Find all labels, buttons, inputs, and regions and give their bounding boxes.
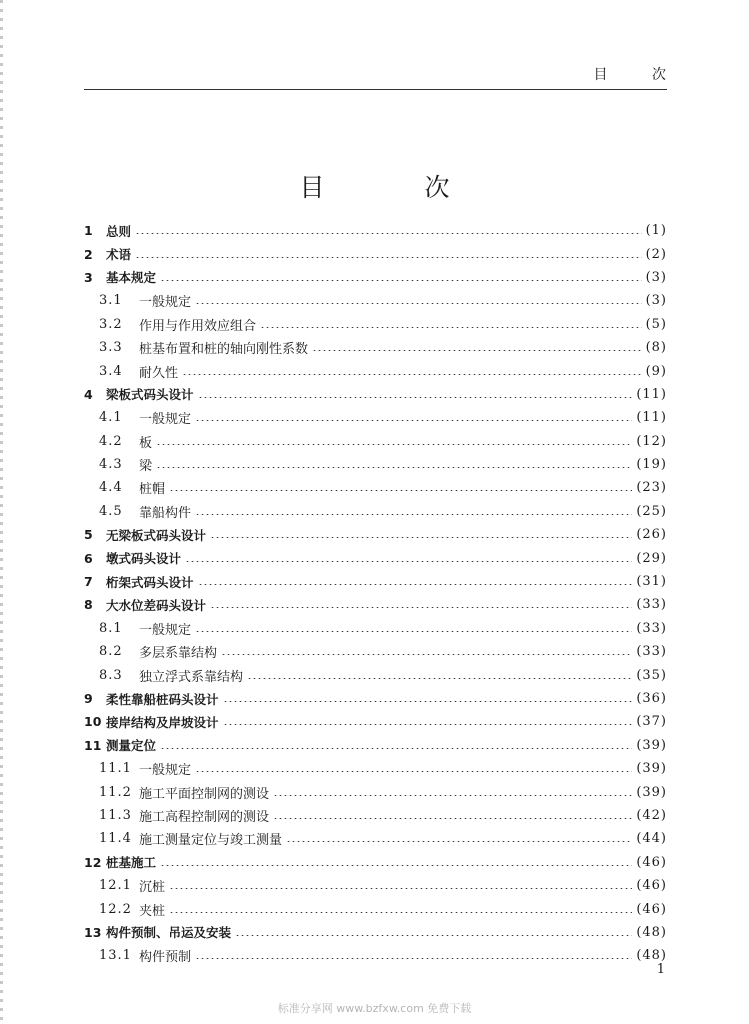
toc-entry-page: (23)	[636, 480, 667, 496]
toc-entry-title: 桩帽	[139, 482, 166, 498]
toc-entry-title: 桁架式码头设计	[106, 574, 194, 590]
toc-section-entry[interactable]	[84, 944, 667, 967]
toc-entry-title: 大水位差码头设计	[106, 597, 207, 613]
toc-entry-number: 8.2	[99, 644, 123, 660]
dot-leader	[223, 724, 633, 725]
toc-entry-title: 一般规定	[139, 622, 192, 638]
dot-leader	[182, 374, 642, 375]
toc-section-entry[interactable]	[84, 406, 667, 429]
dot-leader	[135, 233, 642, 234]
toc-entry-title: 柔性靠船桩码头设计	[106, 691, 219, 707]
toc-entry-title: 测量定位	[106, 738, 157, 754]
toc-entry-page: (25)	[636, 503, 667, 519]
toc-section-entry[interactable]	[84, 500, 667, 523]
dot-leader	[169, 490, 632, 491]
dot-leader	[169, 888, 632, 889]
toc-entry-page: (39)	[636, 761, 667, 777]
toc-entry-page: (39)	[636, 784, 667, 800]
toc-entry-page: (44)	[636, 831, 667, 847]
toc-chapter-entry[interactable]	[84, 383, 667, 406]
dot-leader	[195, 631, 632, 632]
dot-leader	[210, 537, 632, 538]
toc-entry-number: 11.3	[99, 807, 132, 823]
toc-section-entry[interactable]	[84, 430, 667, 453]
dot-leader	[260, 327, 642, 328]
toc-chapter-entry[interactable]	[84, 523, 667, 546]
toc-chapter-entry[interactable]	[84, 687, 667, 710]
toc-section-entry[interactable]	[84, 897, 667, 920]
toc-entry-page: (5)	[645, 316, 667, 332]
toc-entry-title: 墩式码头设计	[106, 551, 182, 567]
page-number: 1	[656, 962, 665, 977]
toc-entry-page: (31)	[636, 574, 667, 590]
toc-entry-number: 3.3	[99, 340, 123, 356]
dot-leader	[160, 865, 632, 866]
dot-leader	[312, 350, 642, 351]
toc-section-entry[interactable]	[84, 476, 667, 499]
toc-entry-number: 7	[84, 574, 93, 590]
dot-leader	[273, 818, 632, 819]
toc-section-entry[interactable]	[84, 313, 667, 336]
dot-leader	[195, 771, 632, 772]
toc-entry-title: 一般规定	[139, 295, 192, 311]
toc-entry-title: 板	[139, 435, 153, 451]
toc-entry-number: 11.1	[99, 761, 132, 777]
toc-entry-number: 13	[84, 924, 102, 940]
toc-entry-title: 接岸结构及岸坡设计	[106, 714, 219, 730]
toc-section-entry[interactable]	[84, 359, 667, 382]
toc-entry-number: 3.4	[99, 363, 123, 379]
toc-entry-number: 12	[84, 854, 102, 870]
toc-entry-number: 11	[84, 737, 102, 753]
toc-entry-number: 4.1	[99, 410, 123, 426]
toc-section-entry[interactable]	[84, 289, 667, 312]
dot-leader	[195, 514, 632, 515]
toc-entry-page: (33)	[636, 620, 667, 636]
scan-edge-marks	[0, 0, 3, 1024]
toc-entry-title: 构件预制	[139, 950, 192, 966]
toc-entry-number: 6	[84, 550, 93, 566]
dot-leader	[135, 257, 642, 258]
dot-leader	[156, 467, 632, 468]
dot-leader	[286, 841, 632, 842]
toc-section-entry[interactable]	[84, 640, 667, 663]
toc-entry-title: 总则	[106, 223, 132, 239]
toc-entry-number: 9	[84, 691, 93, 706]
toc-section-entry[interactable]	[84, 453, 667, 476]
toc-entry-page: (33)	[636, 597, 667, 613]
toc-entry-page: (2)	[645, 246, 667, 262]
toc-entry-number: 4.4	[99, 480, 123, 496]
toc-entry-title: 梁	[139, 459, 153, 475]
toc-entry-page: (39)	[636, 737, 667, 753]
toc-entry-title: 一般规定	[139, 412, 192, 428]
dot-leader	[198, 397, 633, 398]
toc-entry-title: 构件预制、吊运及安装	[106, 925, 232, 941]
toc-entry-title: 桩基施工	[106, 855, 157, 871]
toc-entry-number: 3	[84, 269, 93, 285]
toc-chapter-entry[interactable]	[84, 710, 667, 733]
toc-entry-title: 作用与作用效应组合	[139, 318, 257, 334]
dot-leader	[273, 795, 632, 796]
toc-section-entry[interactable]	[84, 827, 667, 850]
toc-entry-number: 12.1	[99, 878, 132, 894]
toc-entry-number: 8.3	[99, 667, 123, 683]
toc-section-entry[interactable]	[84, 663, 667, 686]
toc-chapter-entry[interactable]	[84, 851, 667, 874]
toc-entry-page: (12)	[636, 433, 667, 449]
dot-leader	[223, 701, 633, 702]
toc-entry-title: 独立浮式系靠结构	[139, 669, 244, 685]
toc-entry-number: 3.1	[99, 293, 123, 309]
dot-leader	[235, 935, 632, 936]
toc-entry-page: (46)	[636, 901, 667, 917]
toc-section-entry[interactable]	[84, 336, 667, 359]
toc-entry-number: 5	[84, 527, 93, 543]
toc-chapter-entry[interactable]	[84, 734, 667, 757]
toc-entry-title: 靠船构件	[139, 505, 192, 521]
dot-leader	[160, 280, 642, 281]
toc-chapter-entry[interactable]	[84, 921, 667, 944]
toc-entry-title: 夹桩	[139, 903, 166, 919]
toc-entry-number: 4	[84, 386, 93, 402]
dot-leader	[198, 584, 633, 585]
toc-section-entry[interactable]	[84, 757, 667, 780]
toc-entry-title: 术语	[106, 247, 132, 263]
toc-entry-number: 11.4	[99, 831, 132, 847]
toc-entry-number: 3.2	[99, 316, 123, 332]
toc-entry-page: (46)	[636, 878, 667, 894]
toc-entry-page: (37)	[636, 714, 667, 730]
dot-leader	[221, 654, 632, 655]
header-rule	[84, 89, 667, 90]
toc-entry-number: 4.5	[99, 503, 123, 519]
toc-entry-page: (48)	[636, 924, 667, 940]
toc-section-entry[interactable]	[84, 617, 667, 640]
toc-entry-title: 无梁板式码头设计	[106, 527, 207, 543]
toc-chapter-entry[interactable]	[84, 570, 667, 593]
toc-entry-page: (48)	[636, 948, 667, 964]
toc-entry-page: (8)	[645, 340, 667, 356]
toc-entry-title: 沉桩	[139, 880, 166, 896]
dot-leader	[160, 748, 632, 749]
watermark: 标准分享网 www.bzfxw.com 免费下载	[277, 1002, 472, 1015]
toc-entry-number: 2	[84, 246, 93, 262]
page-title: 目 次	[299, 173, 496, 202]
toc-entry-page: (35)	[636, 667, 667, 683]
toc-entry-number: 13.1	[99, 948, 132, 964]
dot-leader	[210, 607, 632, 608]
dot-leader	[195, 420, 632, 421]
toc-entry-title: 施工高程控制网的测设	[139, 809, 270, 825]
toc-entry-page: (1)	[645, 223, 667, 239]
toc-chapter-entry[interactable]	[84, 219, 667, 242]
toc-entry-number: 4.2	[99, 433, 123, 449]
toc-entry-number: 4.3	[99, 457, 123, 473]
toc-entry-page: (11)	[636, 410, 667, 426]
dot-leader	[156, 444, 632, 445]
dot-leader	[247, 678, 632, 679]
toc-entry-page: (11)	[636, 386, 667, 402]
toc-section-entry[interactable]	[84, 780, 667, 803]
dot-leader	[185, 561, 632, 562]
toc-entry-page: (26)	[636, 527, 667, 543]
toc-entry-title: 施工平面控制网的测设	[139, 786, 270, 802]
toc-chapter-entry[interactable]	[84, 593, 667, 616]
toc-entry-number: 12.2	[99, 901, 132, 917]
toc-entry-page: (3)	[645, 269, 667, 285]
toc-entry-page: (36)	[636, 691, 667, 706]
table-of-contents	[84, 219, 667, 968]
toc-entry-title: 梁板式码头设计	[106, 387, 194, 403]
toc-entry-number: 10	[84, 714, 102, 730]
toc-section-entry[interactable]	[84, 874, 667, 897]
toc-chapter-entry[interactable]	[84, 266, 667, 289]
toc-section-entry[interactable]	[84, 804, 667, 827]
toc-entry-title: 一般规定	[139, 763, 192, 779]
toc-entry-title: 施工测量定位与竣工测量	[139, 833, 283, 849]
toc-entry-number: 11.2	[99, 784, 132, 800]
dot-leader	[195, 958, 632, 959]
toc-entry-title: 多层系靠结构	[139, 646, 218, 662]
toc-entry-number: 8.1	[99, 620, 123, 636]
toc-entry-number: 8	[84, 597, 93, 613]
toc-entry-page: (33)	[636, 644, 667, 660]
toc-chapter-entry[interactable]	[84, 242, 667, 265]
toc-entry-title: 基本规定	[106, 270, 157, 286]
toc-entry-number: 1	[84, 223, 93, 239]
toc-entry-page: (46)	[636, 854, 667, 870]
toc-entry-page: (3)	[645, 293, 667, 309]
toc-entry-title: 耐久性	[139, 365, 179, 381]
dot-leader	[169, 912, 632, 913]
toc-entry-page: (19)	[636, 457, 667, 473]
toc-entry-page: (29)	[636, 550, 667, 566]
toc-entry-page: (9)	[645, 363, 667, 379]
toc-entry-page: (42)	[636, 807, 667, 823]
toc-chapter-entry[interactable]	[84, 546, 667, 569]
dot-leader	[195, 303, 642, 304]
toc-entry-title: 桩基布置和桩的轴向刚性系数	[139, 342, 309, 358]
running-header: 目 次	[593, 67, 686, 83]
